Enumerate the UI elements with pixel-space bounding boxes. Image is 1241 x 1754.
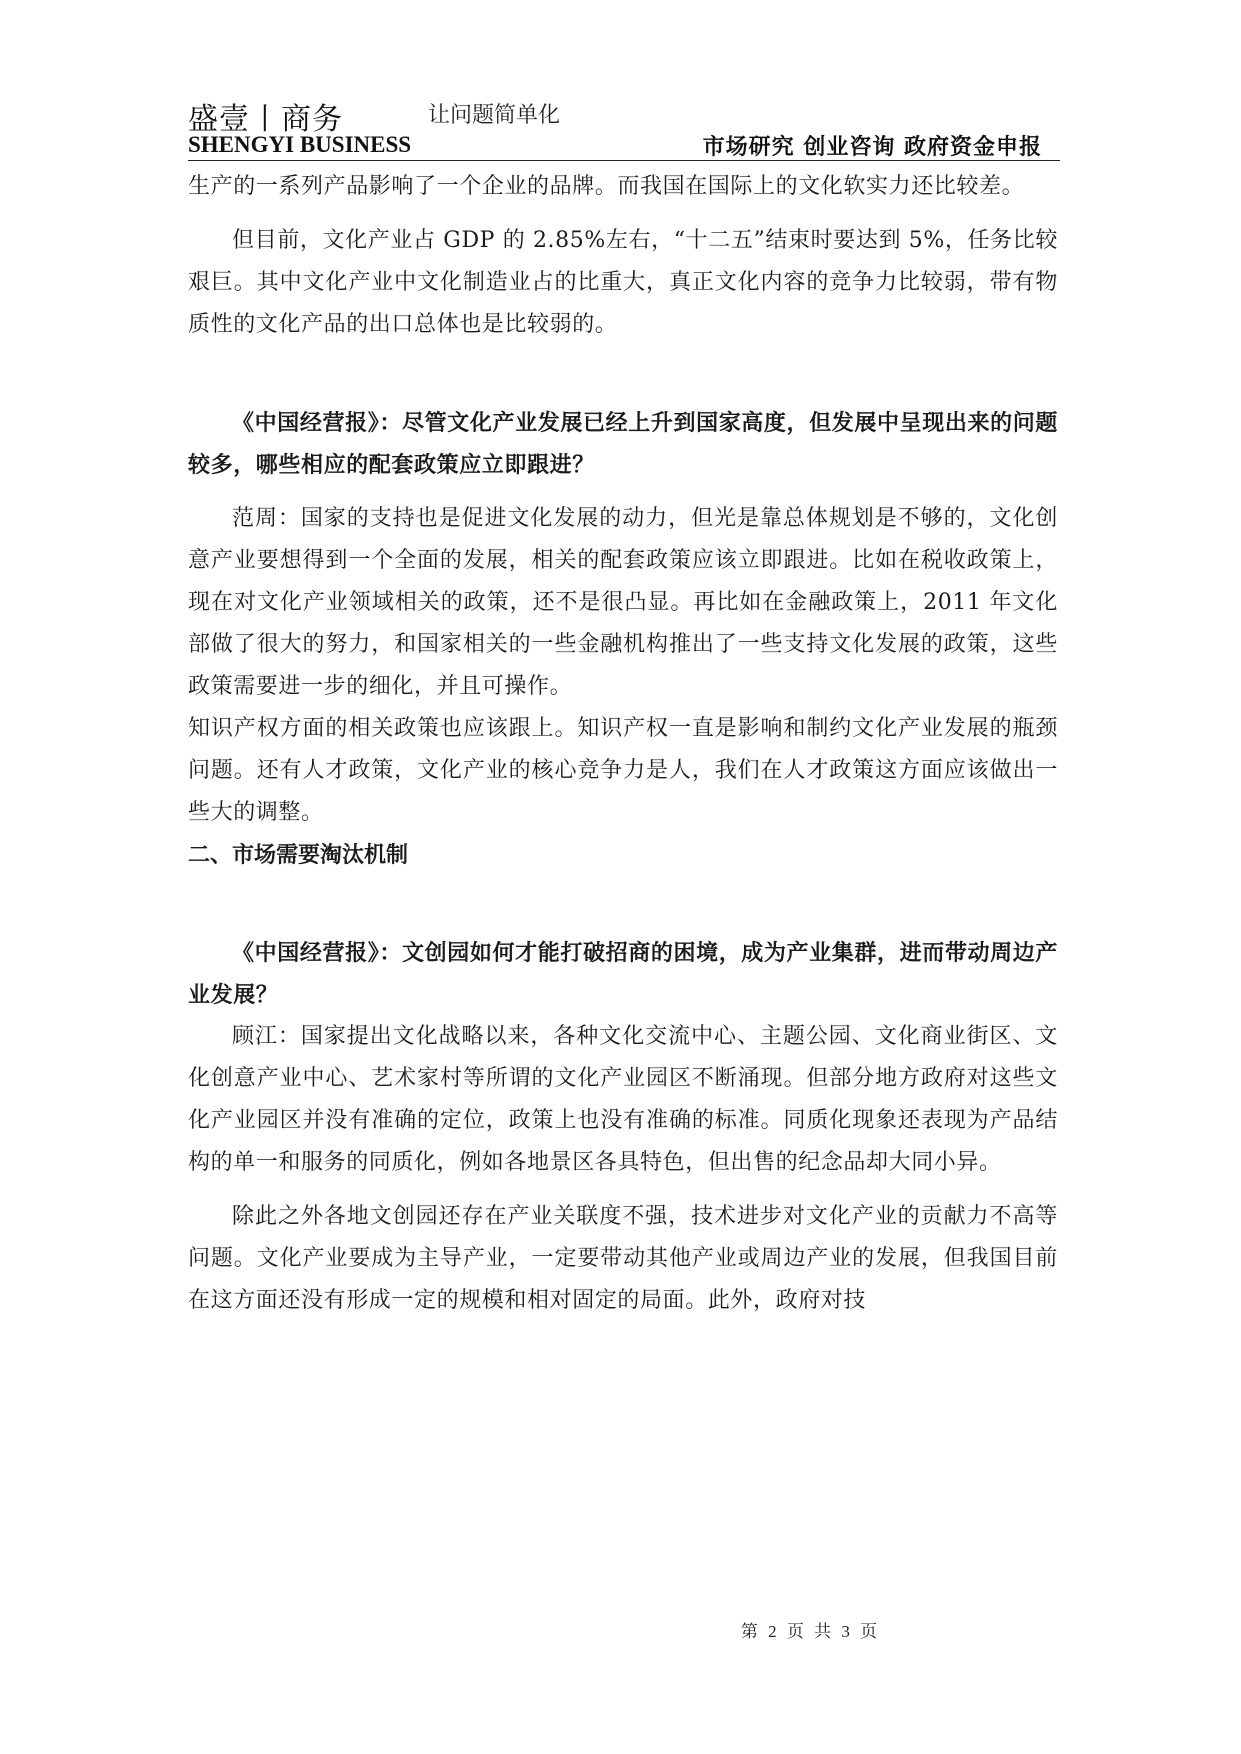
- brand-slogan: 让问题简单化: [428, 103, 561, 128]
- paragraph-gdp: 但目前，文化产业占 GDP 的 2.85%左右，“十二五”结束时要达到 5%，任务比较艰巨。其中文化产业中文化制造业占的比重大，真正文化内容的竞争力比较弱，带有物质性的文化产品的出口总体也是比较弱的。: [188, 228, 1058, 337]
- paragraph-industry-issues: 除此之外各地文创园还存在产业关联度不强，技术进步对文化产业的贡献力不高等问题。文化产业要成为主导产业，一定要带动其他产业或周边产业的发展，但我国目前在这方面还没有形成一定的规模和相对固定的局面。此外，政府对技: [188, 1204, 1058, 1313]
- brand-name-english: SHENGYI BUSINESS: [188, 132, 412, 157]
- interview-question-1: 《中国经营报》：尽管文化产业发展已经上升到国家高度，但发展中呈现出来的问题较多，哪些相应的配套政策应立即跟进？: [188, 410, 1058, 478]
- interview-question-2: 《中国经营报》：文创园如何才能打破招商的困境，成为产业集群，进而带动周边产业发展？: [188, 940, 1058, 1008]
- paragraph-ip-policy: 知识产权方面的相关政策也应该跟上。知识产权一直是影响和制约文化产业发展的瓶颈问题。还有人才政策，文化产业的核心竞争力是人，我们在人才政策这方面应该做出一些大的调整。: [188, 716, 1058, 825]
- page-header: [188, 88, 1060, 160]
- section-heading-2: 二、市场需要淘汰机制: [188, 842, 409, 868]
- page-number: 第 2 页 共 3 页: [740, 1622, 881, 1641]
- answer-fan-zhou: 范周：国家的支持也是促进文化发展的动力，但光是靠总体规划是不够的，文化创意产业要想得到一个全面的发展，相关的配套政策应该立即跟进。比如在税收政策上，现在对文化产业领域相关的政策，还不是很凸显。再比如在金融政策上，2011 年文化部做了很大的努力，和国家相关的一些金融机构推出了一些支持文化发展的政策，这些政策需要进一步的细化，并且可操作。: [188, 506, 1058, 699]
- document-body: [188, 166, 1058, 1322]
- header-divider: [188, 160, 1060, 161]
- services-tagline: 市场研究 创业咨询 政府资金申报: [702, 134, 1042, 160]
- brand-name-chinese: 盛壹丨商务: [188, 102, 343, 137]
- paragraph-continuation: 生产的一系列产品影响了一个企业的品牌。而我国在国际上的文化软实力还比较差。: [188, 174, 1025, 199]
- answer-gu-jiang: 顾江：国家提出文化战略以来，各种文化交流中心、主题公园、文化商业街区、文化创意产业中心、艺术家村等所谓的文化产业园区不断涌现。但部分地方政府对这些文化产业园区并没有准确的定位，政策上也没有准确的标准。同质化现象还表现为产品结构的单一和服务的同质化，例如各地景区各具特色，但出售的纪念品却大同小异。: [188, 1024, 1058, 1175]
